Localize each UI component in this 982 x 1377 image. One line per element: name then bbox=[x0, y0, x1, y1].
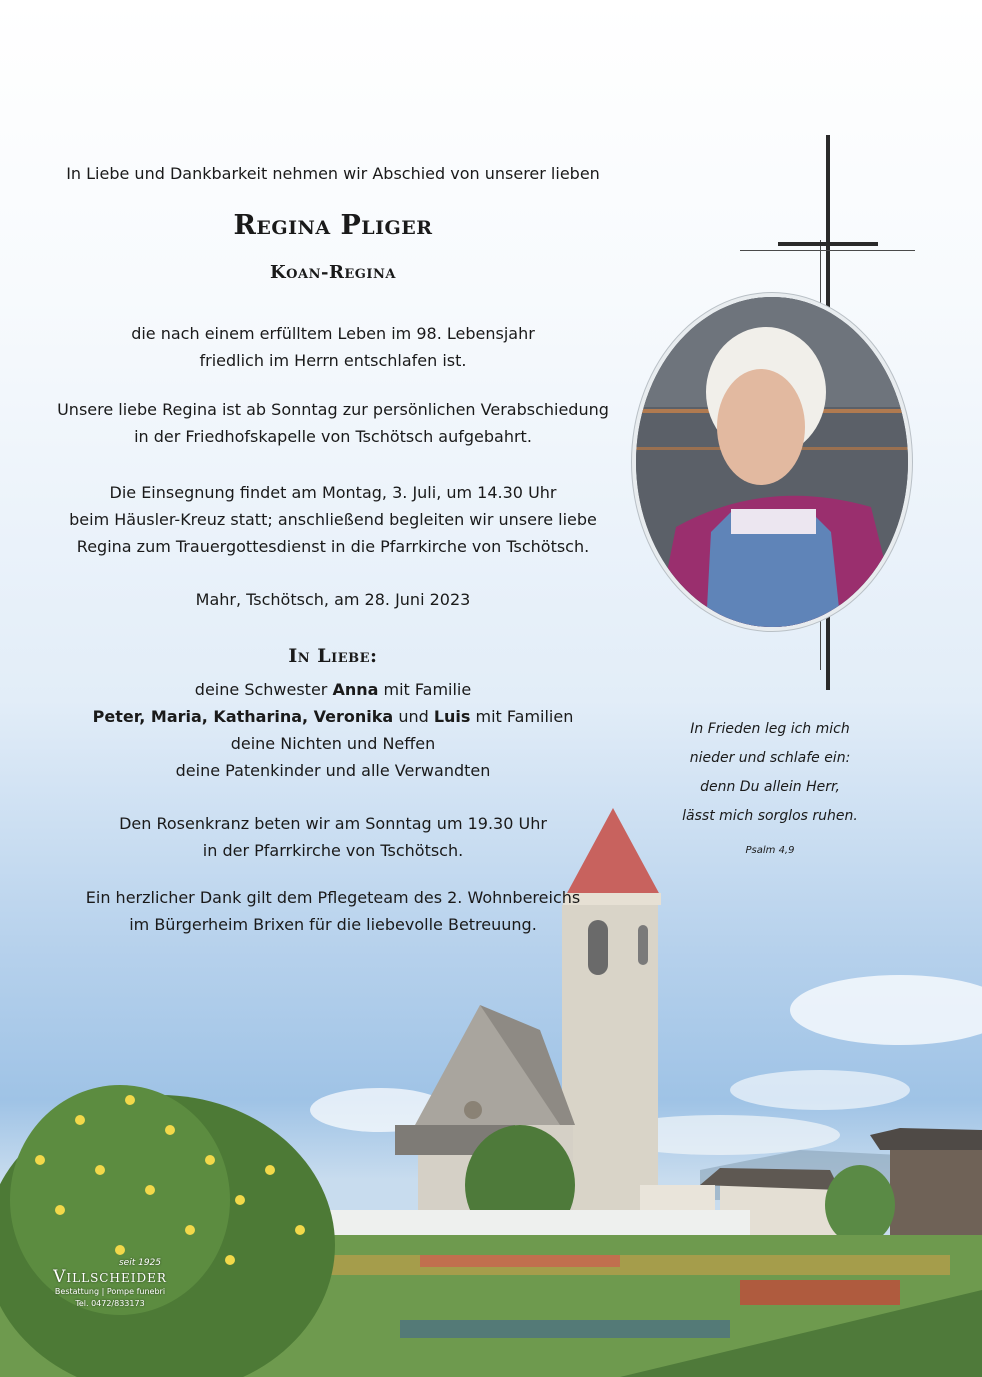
paragraph-line: Ein herzlicher Dank gilt dem Pflegeteam des 2. Wohnbereichs bbox=[85, 888, 581, 907]
paragraph-line: Die Einsegnung findet am Montag, 3. Juli, um 14.30 Uhr bbox=[109, 483, 557, 502]
intro-text: In Liebe und Dankbarkeit nehmen wir Abschied von unserer lieben bbox=[66, 164, 600, 183]
paragraph-line: in der Friedhofskapelle von Tschötsch aufgebahrt. bbox=[134, 427, 532, 446]
portrait-photo bbox=[632, 293, 912, 631]
flower-bush bbox=[0, 1085, 335, 1377]
paragraph-viewing bbox=[40, 396, 626, 450]
logo-since: seit 1925 bbox=[118, 1258, 162, 1268]
verse-line: denn Du allein Herr, bbox=[700, 779, 840, 795]
portrait-image bbox=[636, 297, 908, 627]
paragraph-life bbox=[40, 320, 626, 374]
paragraph-line: im Bürgerheim Brixen für die liebevolle Betreuung. bbox=[129, 915, 537, 934]
funeral-home-logo bbox=[30, 1258, 190, 1310]
family-line-godchildren: deine Patenkinder und alle Verwandten bbox=[175, 761, 491, 780]
family-line-names: Peter, Maria, Katharina, Veronika und Luis mit Familien bbox=[92, 707, 574, 726]
verse-line: nieder und schlafe ein: bbox=[689, 750, 851, 766]
verse-line: lässt mich sorglos ruhen. bbox=[682, 808, 858, 824]
paragraph-line: beim Häusler-Kreuz statt; anschließend begleiten wir unsere liebe bbox=[69, 510, 597, 529]
family-line-nieces: deine Nichten und Neffen bbox=[230, 734, 436, 753]
family-line-sister: deine Schwester Anna mit Familie bbox=[194, 680, 472, 699]
nickname: Koan-Regina bbox=[270, 262, 396, 283]
logo-phone: Tel. 0472/833173 bbox=[75, 1299, 145, 1308]
place-date: Mahr, Tschötsch, am 28. Juni 2023 bbox=[195, 590, 471, 609]
family-list bbox=[40, 676, 626, 784]
paragraph-line: Den Rosenkranz beten wir am Sonntag um 19.30 Uhr bbox=[119, 814, 547, 833]
cross-horizontal-thin bbox=[740, 250, 915, 251]
paragraph-line: die nach einem erfülltem Leben im 98. Lebensjahr bbox=[131, 324, 535, 343]
in-love-title: In Liebe: bbox=[288, 645, 378, 667]
paragraph-thanks bbox=[40, 884, 626, 938]
paragraph-line: friedlich im Herrn entschlafen ist. bbox=[199, 351, 467, 370]
deceased-name: Regina Pliger bbox=[233, 210, 433, 241]
paragraph-line: in der Pfarrkirche von Tschötsch. bbox=[202, 841, 464, 860]
paragraph-line: Regina zum Trauergottesdienst in die Pfarrkirche von Tschötsch. bbox=[76, 537, 590, 556]
cross-horizontal bbox=[778, 242, 878, 246]
verse-line: In Frieden leg ich mich bbox=[690, 721, 850, 737]
paragraph-rosary bbox=[40, 810, 626, 864]
bible-verse bbox=[655, 715, 885, 831]
psalm-reference: Psalm 4,9 bbox=[745, 845, 795, 856]
paragraph-blessing bbox=[40, 479, 626, 560]
logo-name: Villscheider bbox=[53, 1267, 167, 1287]
paragraph-line: Unsere liebe Regina ist ab Sonntag zur persönlichen Verabschiedung bbox=[57, 400, 609, 419]
logo-subtitle: Bestattung | Pompe funebri bbox=[54, 1287, 166, 1296]
church-tower bbox=[562, 808, 661, 1215]
